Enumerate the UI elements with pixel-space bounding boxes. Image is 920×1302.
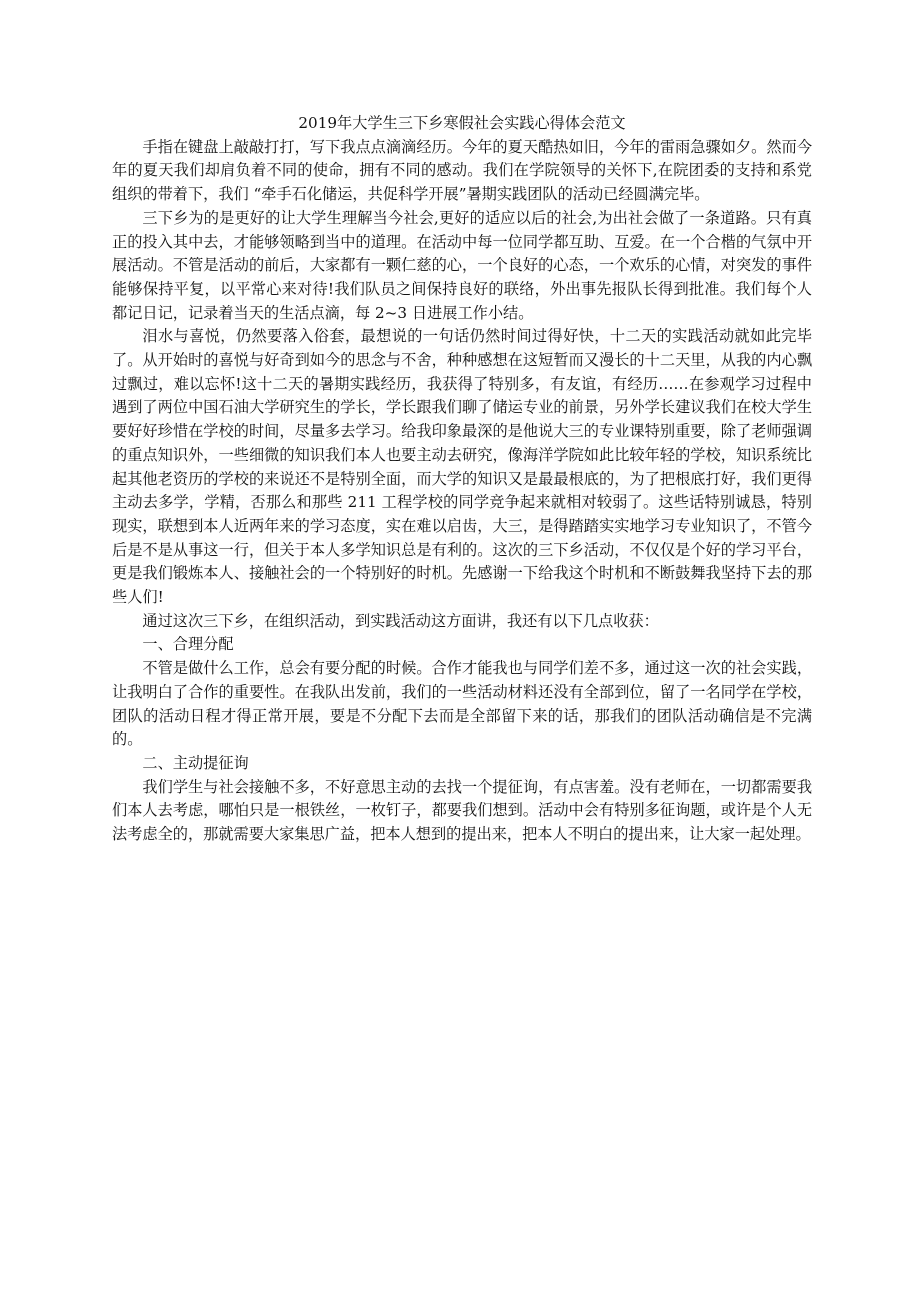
paragraph-gains-intro: 通过这次三下乡，在组织活动，到实践活动这方面讲，我还有以下几点收获： [142, 611, 659, 630]
section-text-allocation: 不管是做什么工作，总会有要分配的时候。合作才能我也与同学们差不多，通过这一次的社会实践，让我明白了合作的重要性。在我队出发前，我们的一些活动材料还没有全部到位，留了一名同学在学校，团队的活动日程才得正常开展，要是不分配下去而是全部留下来的话，那我们的团队活动确信是不完满的。 [112, 659, 812, 749]
paragraph-purpose: 三下乡为的是更好的让大学生理解当今社会,更好的适应以后的社会,为出社会做了一条道路。只有真正的投入其中去，才能够领略到当中的道理。在活动中每一位同学都互助、互爱。在一个合楷的气氛中开展活动。不管是活动的前后，大家都有一颗仁慈的心，一个良好的心态，一个欢乐的心情，对突发的事件能够保持平复，以平常心来对待!我们队员之间保持良好的联络，外出事先报队长得到批准。我们每个人都记日记，记录着当天的生活点滴，每 2~3 日进展工作小结。 [112, 208, 812, 322]
paragraph-reflection: 泪水与喜悦，仍然要落入俗套，最想说的一句话仍然时间过得好快，十二天的实践活动就如此完毕了。从开始时的喜悦与好奇到如今的思念与不舍，种种感想在这短暂而又漫长的十二天里，从我的内心飘过飘过，难以忘怀!这十二天的暑期实践经历，我获得了特别多，有友谊，有经历……在参观学习过程中遇到了两位中国石油大学研究生的学长，学长跟我们聊了储运专业的前景，另外学长建议我们在校大学生要好好珍惜在学校的时间，尽量多去学习。给我印象最深的是他说大三的专业课特别重要，除了老师强调的重点知识外，一些细微的知识我们本人也要主动去研究，像海洋学院如此比较年轻的学校，知识系统比起其他老资历的学校的来说还不是特别全面，而大学的知识又是最最根底的，为了把根底打好，我们更得主动去多学，学精，否那么和那些 211 工程学校的同学竞争起来就相对较弱了。这些话特别诚恳，特别现实，联想到本人近两年来的学习态度，实在难以启齿，大三，是得踏踏实实地学习专业知识了，不管今后是不是从事这一行，但关于本人多学知识总是有利的。这次的三下乡活动，不仅仅是个好的学习平台，更是我们锻炼本人、接触社会的一个特别好的时机。先感谢一下给我这个时机和不断鼓舞我坚持下去的那些人们! [112, 327, 812, 607]
section-text-inquiry: 我们学生与社会接触不多，不好意思主动的去找一个提征询，有点害羞。没有老师在，一切都需要我们本人去考虑，哪怕只是一根铁丝，一枚钉子，都要我们想到。活动中会有特别多征询题，或许是个人无法考虑全的，那就需要大家集思广益，把本人想到的提出来，把本人不明白的提出来，让大家一起处理。 [112, 777, 812, 844]
paragraph-intro: 手指在键盘上敲敲打打，写下我点点滴滴经历。今年的夏天酷热如旧，今年的雷雨急骤如夕。然而今年的夏天我们却肩负着不同的使命，拥有不同的感动。我们在学院领导的关怀下,在院团委的支持和系党组织的带着下，我们 “牵手石化储运，共促科学开展”暑期实践团队的活动已经圆满完毕。 [112, 137, 812, 204]
document-title: 2019年大学生三下乡寒假社会实践心得体会范文 [298, 114, 626, 132]
section-heading-allocation: 一、合理分配 [142, 635, 234, 654]
document-page [112, 112, 812, 847]
section-heading-inquiry: 二、主动提征询 [142, 753, 249, 772]
